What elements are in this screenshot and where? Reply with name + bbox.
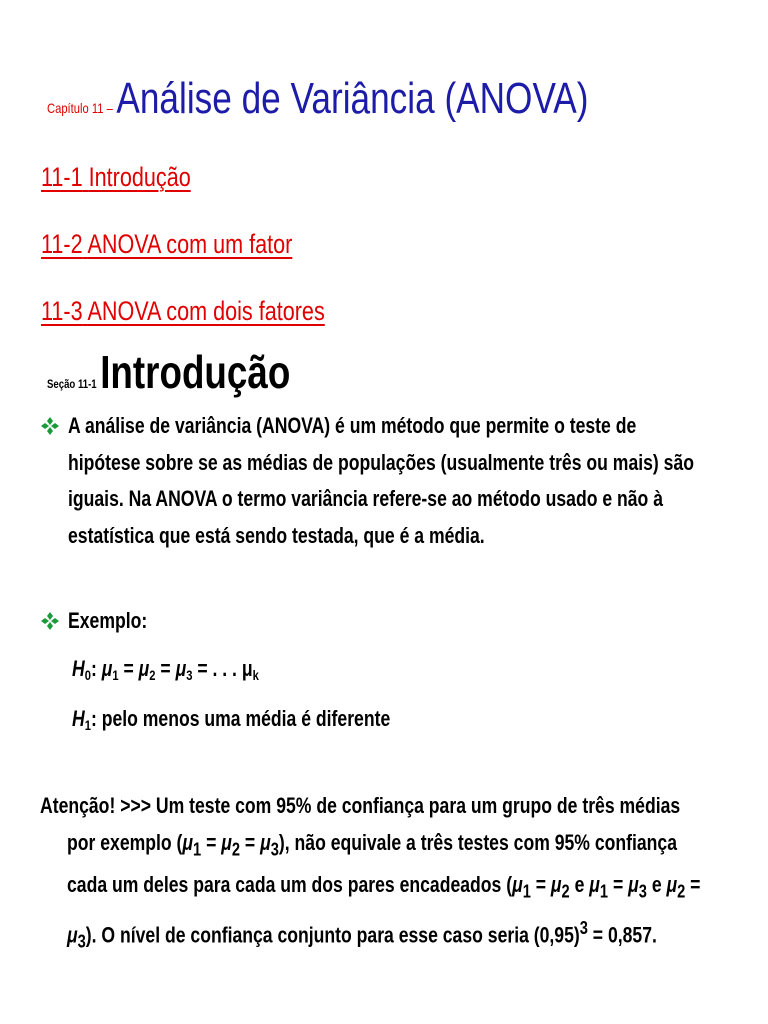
intro-paragraph: A análise de variância (ANOVA) é um método que permite o teste de hipótese sobre se as médias de populações (usualmente três ou mais) são iguais. Na ANOVA o termo variância refere-se ao método usado e não à estatística que está sendo testada, que é a média. [68,413,694,548]
alternative-hypothesis: $H_1$: pelo menos uma média é diferente [72,706,391,733]
example-label: Exemplo: [68,608,148,633]
four-diamond-bullet-icon [40,416,60,436]
section-number: Seção 11-1 [47,377,97,391]
attention-paragraph: Atenção! >>> Um teste com 95% de confiança para um grupo de três médias por exemplo $(\mu_1 = \mu_2 = \mu_3)$, não equivale a três testes com 95% confiança cada um deles para cada um dos pares encadeados ($\mu_1 = \mu_2$ e $\mu_1 = \mu_3$ e $\mu_2$ = $\mu_3$). O nível de confiança conjunto para esse caso seria $(0,95)^3 = 0,857$. [40,793,701,952]
toc-item-11-2[interactable]: 11-2 ANOVA com um fator [41,229,293,259]
four-diamond-bullet-icon [40,611,60,631]
null-hypothesis: $H_0$: $\mu_1 = \mu_2 = \mu_3$ = . . . $\mu_k$ [72,656,259,683]
section-heading: Introdução [100,346,291,398]
toc-item-11-3[interactable]: 11-3 ANOVA com dois fatores [41,296,325,326]
toc-item-11-1[interactable]: 11-1 Introdução [41,162,191,192]
section-heading-row [47,345,351,399]
page-title: Análise de Variância (ANOVA) [116,74,589,123]
chapter-title-row [47,74,724,124]
chapter-label: Capítulo 11 – [47,100,113,116]
